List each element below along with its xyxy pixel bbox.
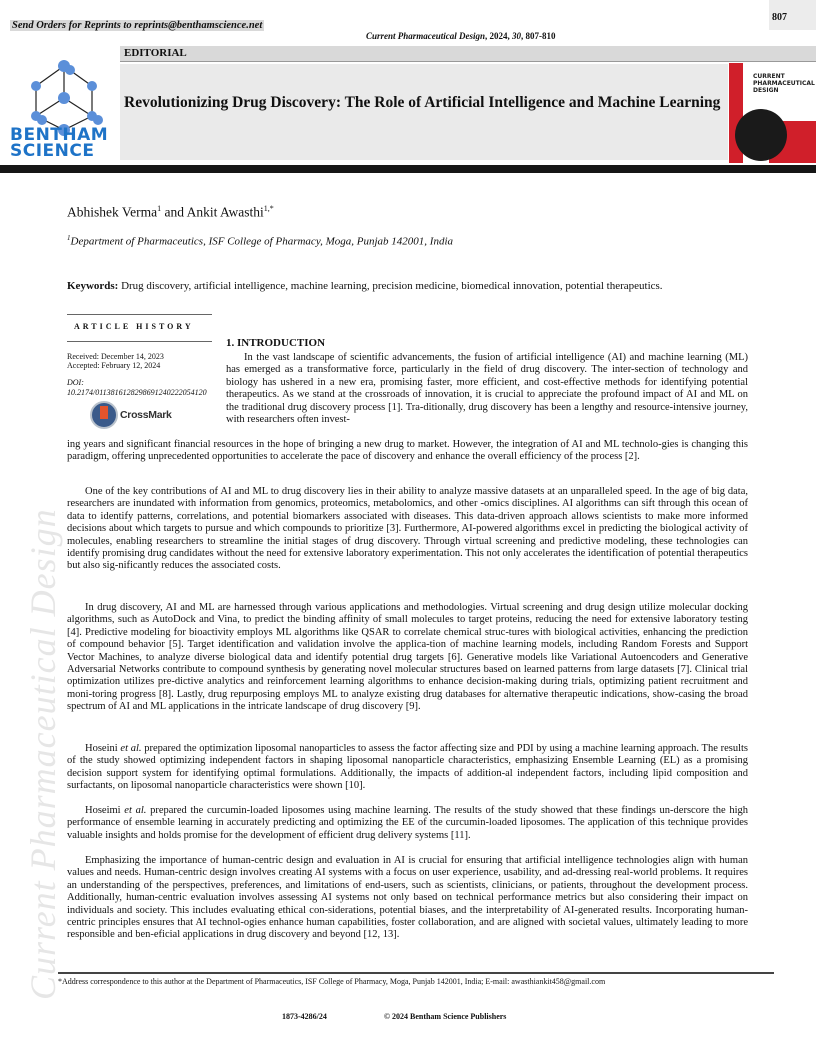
- history-dates: [67, 352, 164, 370]
- author-name: Abhishek Verma: [67, 204, 158, 220]
- copyright: © 2024 Bentham Science Publishers: [384, 1012, 507, 1021]
- header-divider: [0, 165, 816, 173]
- page-number: 807: [772, 12, 787, 23]
- keywords-list: Drug discovery, artificial intelligence, machine learning, precision medicine, biomedical innovation, potential therapeutics.: [118, 280, 663, 292]
- author-name: Ankit Awasthi: [186, 204, 264, 220]
- section-label: EDITORIAL: [124, 47, 187, 59]
- section-label-bar: [120, 46, 816, 62]
- crossmark-button[interactable]: [90, 401, 190, 429]
- paragraph-continuation: ing years and significant financial resources in the hope of bringing a new drug to market. However, the integration of AI and ML technolo-gies is changing this paradigm, offering unprecedented opportunities to accelerate the pace of discovery and enhance the overall efficiency of the process [2].: [67, 439, 748, 463]
- keywords: [67, 280, 767, 292]
- paragraph: Emphasizing the importance of human-centric design and evaluation in AI is crucial for ensuring that artificial intelligence technologies align with human values and needs. Human-centric design involves creating AI systems with a focus on user experience, usability, and ad-dressing real-world problems. It requires an understanding of the perspectives, preferences, and limitations of end-users, such as scientists, clinicians, or patients, throughout the development process. Additionally, human-centric evaluation involves assessing AI systems not only based on technical performance metrics but also considering their impact on individuals and society. This includes evaluating ethical con-siderations, potential biases, and the interpretability of AI-generated results. Incorporating human-centric principles ensures that AI technol-ogies enhance human capabilities, foster collaboration, and are aligned with societal values, ultimately leading to more responsible and ben-eficial applications in drug discovery and beyond [12, 13].: [67, 855, 748, 941]
- author-affiliation-marker: 1,*: [263, 204, 274, 213]
- crossmark-flag-icon: [100, 406, 108, 419]
- title-box: [120, 64, 728, 160]
- affiliation: $^1$Department of Pharmaceutics, ISF College of Pharmacy, Moga, Punjab 142001, India: [67, 234, 453, 248]
- paragraph: Hoseini et al. prepared the optimization liposomal nanoparticles to assess the factor affecting size and PDI by using a machine learning approach. The results of the study showed optimizing independent factors in shaping liposomal nanoparticle characteristics, emphasizing Ensemble Learning (EL) as a promising decision support system for identifying optimal formulations. Additionally, the impacts of addition-al independent factors, including lipid composition and surfactants, on liposomal nanoparticle characteristics were shown [10].: [67, 743, 749, 792]
- issn: 1873-4286/24: [282, 1012, 327, 1021]
- publisher-logo-text: [10, 127, 108, 159]
- cover-molecule-circle: [735, 109, 787, 161]
- article-title: Revolutionizing Drug Discovery: The Role of Artificial Intelligence and Machine Learning: [124, 94, 721, 111]
- journal-year: 2024: [489, 31, 508, 41]
- article-history-heading: ARTICLE HISTORY: [74, 322, 194, 331]
- section-heading: 1. INTRODUCTION: [226, 337, 326, 349]
- footnote-divider: [58, 972, 774, 974]
- journal-cover-image: [729, 63, 816, 163]
- journal-pages: 807-810: [525, 31, 556, 41]
- author-list: Abhishek Verma$^1$ and Ankit Awasthi$^{1,*}$: [67, 204, 274, 220]
- received-date: Received: December 14, 2023: [67, 352, 164, 361]
- cover-title: CURRENT PHARMACEUTICAL DESIGN: [753, 73, 815, 94]
- doi-link[interactable]: 10.2174/0113816128298691240222054120: [67, 388, 207, 397]
- history-divider-top: [67, 314, 212, 315]
- journal-citation: Current Pharmaceutical Design, 2024, 30, 807-810: [366, 31, 556, 41]
- journal-name: Current Pharmaceutical Design: [366, 31, 486, 41]
- publisher-logo-line2: SCIENCE: [10, 141, 95, 161]
- paragraph: In drug discovery, AI and ML are harnessed through various applications and methodologies. Virtual screening and drug design utilize molecular docking algorithms, such as AutoDock and Vina, to predict the binding affinity of small molecules to target proteins, reducing the need for extensive laboratory testing [4]. Predictive modeling for bioactivity employs ML algorithms like QSAR to correlate chemical struc-tures with biological activities, enhancing the prediction of compound behavior [5]. Target identification and validation involve the applica-tion of machine learning models, including Random Forests and Support Vector Machines, to analyze diverse biological data and identify potential drug targets [6]. Generative models like Variational Autoencoders and Generative Adversarial Networks contribute to compound synthesis by generating novel molecular structures based on learned patterns from large datasets [7]. Clinical trial optimization utilizes pre-dictive analytics and reinforcement learning algorithms to enhance decision-making during trials, optimizing patient recruitment and moni-toring progress [8]. Lastly, drug repurposing employs ML to analyze existing drug databases for alternative therapeutic indications, show-casing the broad spectrum of AI and ML applications in the intricate landscape of drug discovery [9].: [67, 602, 748, 713]
- correspondence-footnote: *Address correspondence to this author at the Department of Pharmaceutics, ISF College of Pharmacy, Moga, Punjab 142001, India; E-mail: awasthiankit458@gmail.com: [58, 977, 606, 986]
- author-affiliation-marker: 1: [157, 204, 162, 213]
- journal-watermark: Current Pharmaceutical Design: [23, 508, 63, 1000]
- reprints-notice: Send Orders for Reprints to reprints@benthamscience.net: [12, 20, 263, 31]
- doi-label: DOI:: [67, 378, 84, 387]
- journal-volume: 30: [512, 31, 522, 41]
- paragraph: Hoseimi et al. prepared the curcumin-loaded liposomes using machine learning. The results of the study showed that these findings un-derscore the high performance of ensemble learning in accurately predicting and optimizing the EE of the curcumin-loaded liposomes. The application of this technique provides valuable insights and holds promise for the development of efficient drug delivery systems [11].: [67, 805, 748, 841]
- publisher-logo-line1: BENTHAM: [10, 125, 109, 145]
- keywords-label: Keywords:: [67, 280, 119, 292]
- paragraph: One of the key contributions of AI and ML to drug discovery lies in their ability to analyze massive datasets at an unparalleled speed. In the age of big data, researchers are inundated with information from genomics, proteomics, metabolomics, and other -omics disciplines. AI algorithms can sift through this ocean of data to identify patterns, correlations, and potential biomarkers associated with diseases. This data-driven approach allows scientists to make more informed decisions about which targets to pursue and which compounds to prioritize [3]. Furthermore, AI-powered algorithms excel in predicting the biological activity of molecules, enabling researchers to streamline the initial stages of drug discovery. Through virtual screening and predictive modeling, these technologies can identify promising drug candidates without the need for extensive laboratory experimentation. This not only accelerates the identification of potential therapeutics but also sig-nificantly reduces the associated costs.: [67, 486, 748, 572]
- accepted-date: Accepted: February 12, 2024: [67, 361, 161, 370]
- history-divider-bottom: [67, 341, 212, 342]
- paragraph: In the vast landscape of scientific advancements, the fusion of artificial intelligence (AI) and machine learning (ML) has emerged as a transformative force, particularly in the field of drug discovery. The inter-section of technology and biology has ushered in a new era, promising faster, more efficient, and cost-effective methods for identifying potential therapeutics. As we stand at the crossroads of innovation, it is crucial to appreciate the profound impact of AI and ML on the traditional drug discovery process [1]. Tra-ditionally, drug discovery has been a lengthy and resource-intensive journey, with researchers often invest-: [226, 352, 748, 426]
- crossmark-label: CrossMark: [120, 409, 172, 421]
